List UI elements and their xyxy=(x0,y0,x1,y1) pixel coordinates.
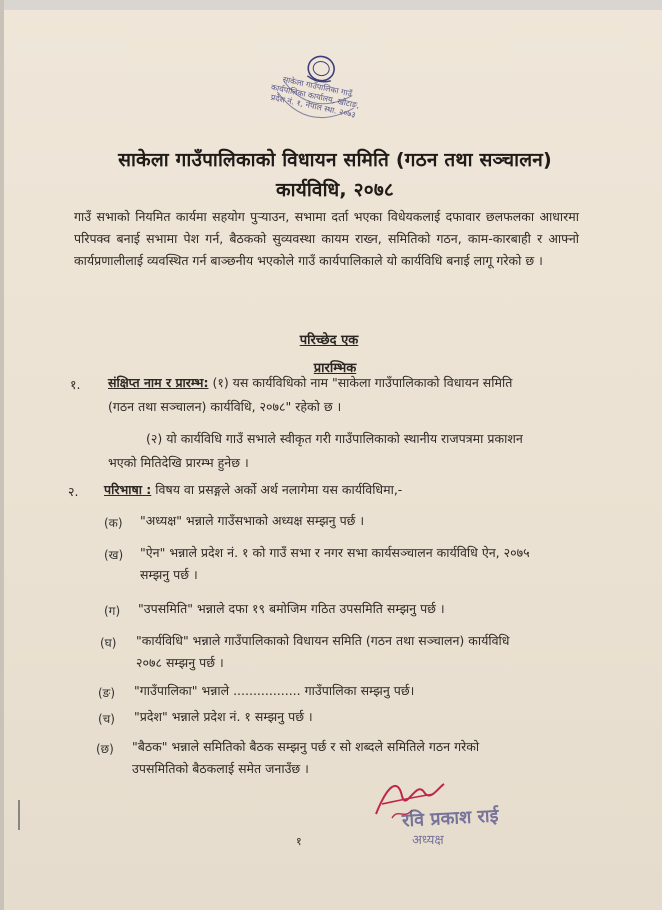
preamble-paragraph: गाउँ सभाको नियमित कार्यमा सहयोग पुऱ्याउन, सभामा दर्ता भएका विधेयकलाई दफावार छलफलका आधारमा परिपक्व बनाई सभामा पेश गर्न, बैठकको सुव्यवस्था कायम राख्न, समितिको गठन, काम-कारबाही र आफ्नो कार्यप्रणालीलाई व्यवस्थित गर्न बाञ्छनीय भएकोले गाउँ कार्यपालिकाले यो कार्यविधि बनाई लागू गरेको छ । xyxy=(74,209,579,268)
section-2-heading: परिभाषा : xyxy=(104,482,152,497)
definition-line: "ऐन" भन्नाले प्रदेश नं. १ को गाउँ सभा र नगर सभा कार्यसञ्चालन कार्यविधि ऐन, २०७५ xyxy=(140,545,530,560)
scan-top-edge xyxy=(0,0,662,10)
section-2-line xyxy=(104,479,574,501)
definition-label: (च) xyxy=(98,712,115,726)
definition-label: (ग) xyxy=(104,604,121,618)
definition-label: (छ) xyxy=(96,742,114,756)
section-2-text: विषय वा प्रसङ्गले अर्को अर्थ नलागेमा यस कार्यविधिमा,- xyxy=(155,482,403,497)
definition-line: उपसमितिको बैठकलाई समेत जनाउँछ । xyxy=(132,761,309,776)
document-title-line1: साकेला गाउँपालिकाको विधायन समिति (गठन तथा सञ्चालन) xyxy=(118,149,552,171)
definition-label: (ङ) xyxy=(98,686,116,700)
municipality-seal xyxy=(260,39,373,147)
definition-line: "बैठक" भन्नाले समितिको बैठक सम्झनु पर्छ र सो शब्दले समितिले गठन गरेको xyxy=(132,739,480,754)
section-1-line2: (गठन तथा सञ्चालन) कार्यविधि, २०७८" रहेको छ । xyxy=(108,399,342,414)
definition-label: (क) xyxy=(104,516,123,530)
chapter-heading-text: परिच्छेद एक xyxy=(299,333,359,348)
definition-line: सम्झनु पर्छ । xyxy=(140,567,198,582)
signatory-name: रवि प्रकाश राई xyxy=(401,805,499,832)
section-1-sub2-line1: (२) यो कार्यविधि गाउँ सभाले स्वीकृत गरी गाउँपालिकाको स्थानीय राजपत्रमा प्रकाशन xyxy=(146,431,523,446)
definition-line: २०७८ सम्झनु पर्छ । xyxy=(136,655,224,670)
definition-line: "प्रदेश" भन्नाले प्रदेश नं. १ सम्झनु पर्छ । xyxy=(134,709,313,724)
scan-left-edge xyxy=(0,0,4,910)
signatory-role: अध्यक्ष xyxy=(412,833,444,848)
definition-label: (घ) xyxy=(100,636,117,650)
section-1-text1: (१) यस कार्यविधिको नाम "साकेला गाउँपालिकाको विधायन समिति xyxy=(212,375,513,390)
seal-text: साकेला गाउँपालिका गाउँ कार्यपालिका कार्यालय, खोटाङ, प्रदेश नं. १, नेपाल स्था. २०७३ xyxy=(269,74,361,120)
section-2-number: २. xyxy=(68,484,79,499)
definition-line: "उपसमिति" भन्नाले दफा १९ बमोजिम गठित उपसमिति सम्झनु पर्छ । xyxy=(138,601,445,616)
section-1-number: १. xyxy=(70,377,81,392)
chapter-heading xyxy=(0,330,660,348)
section-1-heading: संक्षिप्त नाम र प्रारम्भ: xyxy=(108,375,209,390)
page-number: १ xyxy=(296,835,302,848)
margin-mark xyxy=(18,800,20,830)
definition-label: (ख) xyxy=(104,548,124,562)
definition-line: "गाउँपालिका" भन्नाले ................. गाउँपालिका सम्झनु पर्छ। xyxy=(134,683,415,698)
definition-line: "अध्यक्ष" भन्नाले गाउँसभाको अध्यक्ष सम्झनु पर्छ । xyxy=(140,513,365,528)
chapter-subheading-text: प्रारम्भिक xyxy=(313,361,357,376)
document-title-line2: कार्यविधि, २०७८ xyxy=(276,179,394,201)
section-1-sub2-line2: भएको मितिदेखि प्रारम्भ हुनेछ । xyxy=(108,455,249,470)
section-1-line1 xyxy=(108,372,578,394)
definition-line: "कार्यविधि" भन्नाले गाउँपालिकाको विधायन समिति (गठन तथा सञ्चालन) कार्यविधि xyxy=(136,633,510,648)
